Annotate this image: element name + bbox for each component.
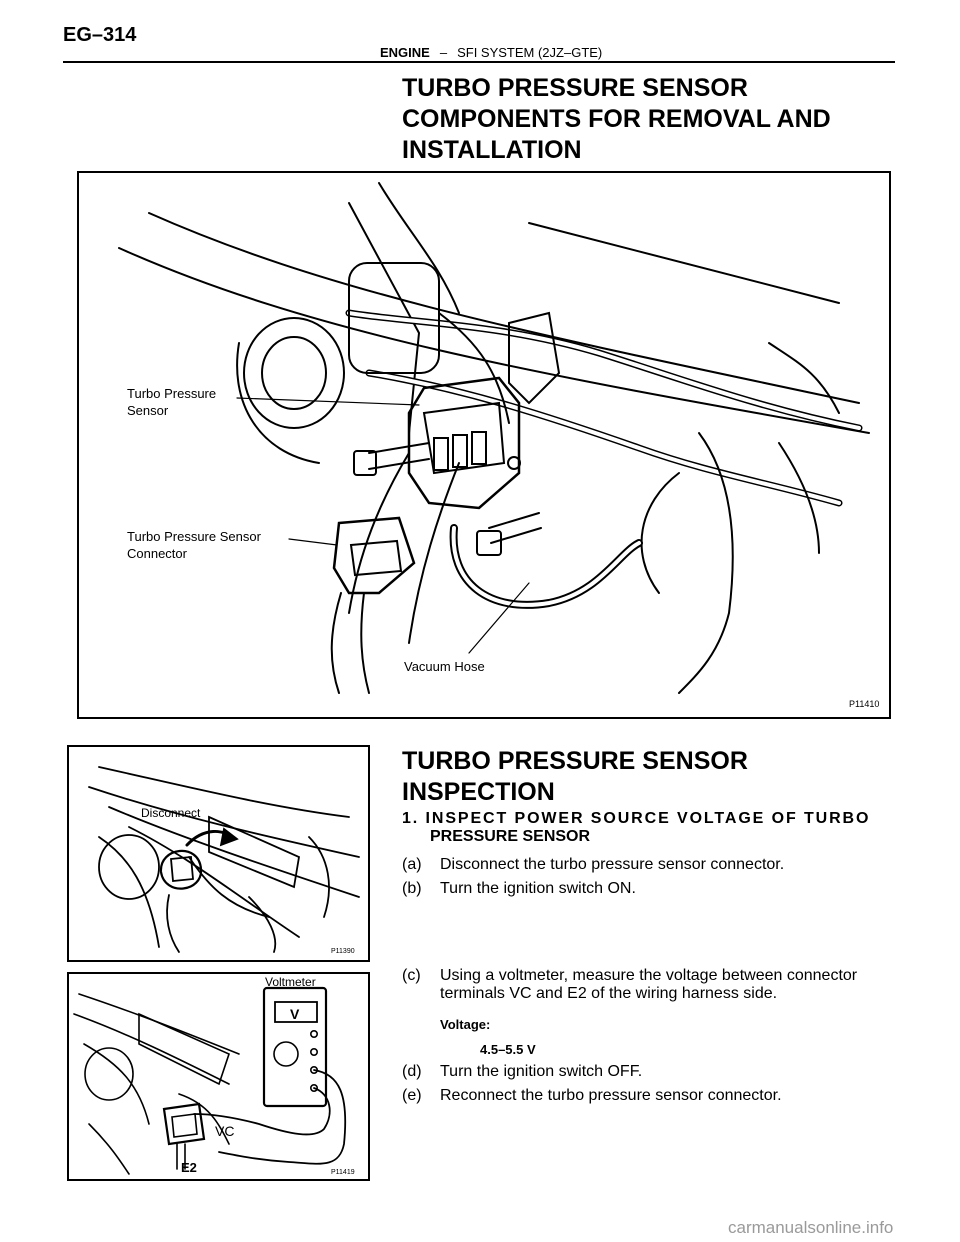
label-terminal-vc: VC [215, 1123, 235, 1139]
label-terminal-e2: E2 [181, 1160, 197, 1175]
components-title: TURBO PRESSURE SENSOR COMPONENTS FOR REMOVAL AND INSTALLATION [402, 74, 831, 164]
label-meter-unit: V [290, 1006, 300, 1022]
components-illustration [77, 171, 891, 719]
sub-step-d-text: Turn the ignition switch OFF. [440, 1063, 643, 1080]
figure-1-code: P11410 [849, 699, 880, 709]
sub-step-b-text: Turn the ignition switch ON. [440, 880, 636, 897]
step-1-line1: INSPECT POWER SOURCE VOLTAGE OF TURBO [425, 810, 871, 827]
label-disconnect: Disconnect [141, 806, 201, 820]
header-section: ENGINE [380, 45, 430, 60]
step-1-line2: PRESSURE SENSOR [430, 828, 591, 845]
figure-3-code: P11419 [331, 1169, 355, 1176]
header-rule [63, 61, 895, 63]
step-1-number: 1. [402, 810, 420, 827]
sub-step-d-label: (d) [402, 1063, 422, 1080]
sub-step-a-text: Disconnect the turbo pressure sensor connector. [440, 856, 785, 873]
label-voltmeter: Voltmeter [265, 975, 316, 989]
sub-step-c-line1: Using a voltmeter, measure the voltage between connector [440, 967, 858, 984]
header-separator: – [439, 45, 448, 60]
label-connector-2: Connector [127, 546, 187, 561]
step-1 [402, 810, 892, 846]
watermark: carmanualsonline.info [728, 1218, 894, 1237]
sub-step-e-text: Reconnect the turbo pressure sensor connector. [440, 1087, 782, 1104]
spec-value: 4.5–5.5 V [480, 1042, 536, 1057]
sub-step-c-label: (c) [402, 967, 421, 984]
label-connector-1: Turbo Pressure Sensor [127, 529, 261, 544]
figure-2-code: P11390 [331, 948, 355, 955]
running-header [380, 45, 602, 60]
spec-label: Voltage: [440, 1017, 491, 1032]
voltmeter-drawing [69, 974, 368, 1179]
label-sensor-2: Sensor [127, 403, 169, 418]
sub-step-e [402, 1087, 892, 1105]
sub-step-d [402, 1063, 892, 1081]
sub-step-b [402, 880, 892, 898]
page-number: EG–314 [63, 24, 137, 46]
engine-bay-drawing [79, 173, 889, 717]
inspection-title: TURBO PRESSURE SENSOR INSPECTION [402, 747, 748, 806]
voltmeter-illustration [67, 972, 370, 1181]
disconnect-illustration [67, 745, 370, 962]
header-subsection: SFI SYSTEM (2JZ–GTE) [457, 45, 603, 60]
sub-step-a [402, 856, 892, 874]
disconnect-drawing [69, 747, 368, 960]
sub-step-a-label: (a) [402, 856, 422, 873]
label-sensor-1: Turbo Pressure [127, 386, 217, 401]
sub-step-b-label: (b) [402, 880, 422, 897]
sub-step-e-label: (e) [402, 1087, 422, 1104]
label-vacuum-hose: Vacuum Hose [404, 659, 485, 674]
sub-step-c-line2: terminals VC and E2 of the wiring harness side. [440, 985, 778, 1002]
sub-step-c [402, 967, 892, 1003]
